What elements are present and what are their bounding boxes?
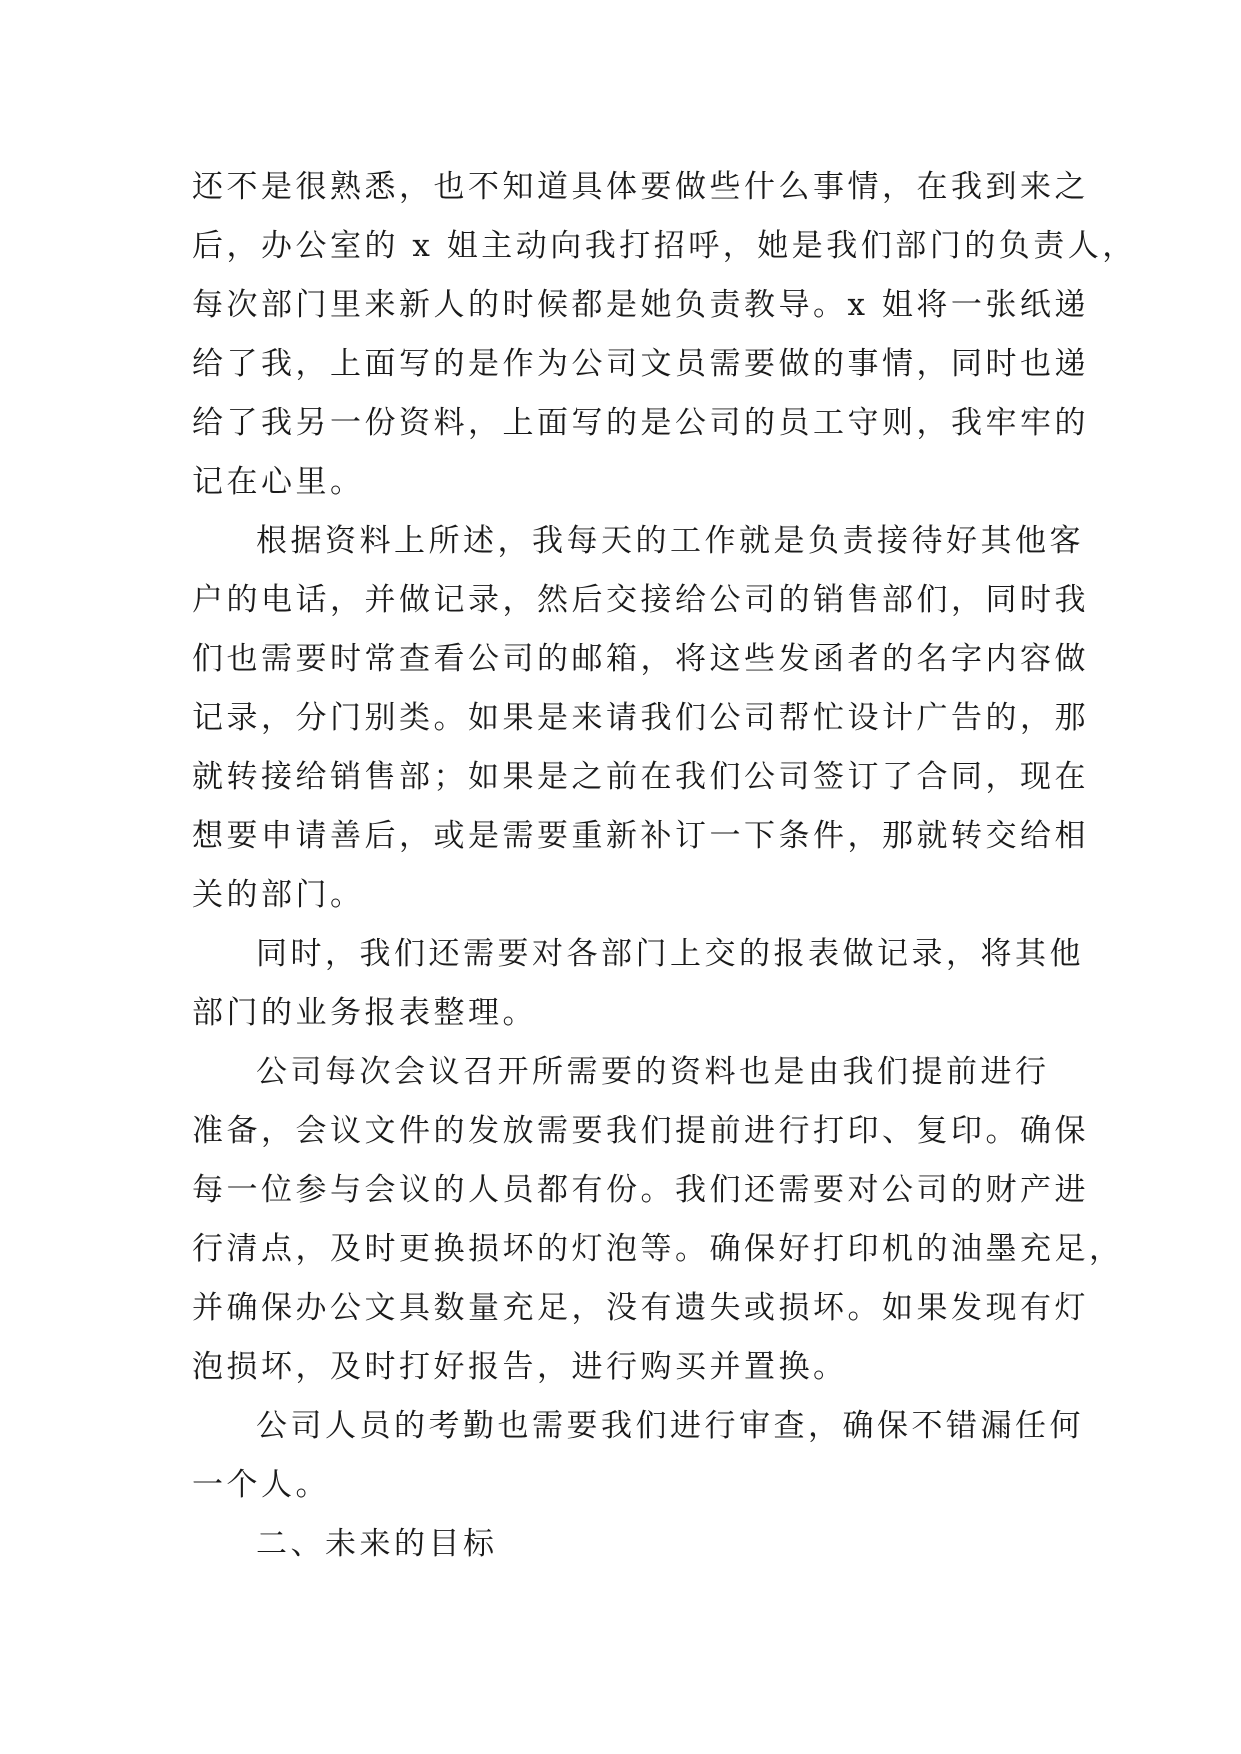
text-line: 关的部门。 [192,877,365,913]
text-line: 给了我另一份资料，上面写的是公司的员工守则，我牢牢的 [192,405,1089,441]
section-heading: 二、未来的目标 [256,1526,498,1562]
text-line: 后，办公室的 x 姐主动向我打招呼，她是我们部门的负责人， [192,228,1137,264]
text-line: 一个人。 [192,1467,330,1503]
document-body [192,158,1137,1574]
text-line: 并确保办公文具数量充足，没有遗失或损坏。如果发现有灯 [192,1290,1089,1326]
text-line: 部门的业务报表整理。 [192,995,537,1031]
text-line: 给了我，上面写的是作为公司文员需要做的事情，同时也递 [192,346,1089,382]
text-line: 公司每次会议召开所需要的资料也是由我们提前进行 [256,1054,1050,1090]
text-line: 每次部门里来新人的时候都是她负责教导。x 姐将一张纸递 [192,287,1089,323]
text-line: 户的电话，并做记录，然后交接给公司的销售部们，同时我 [192,582,1089,618]
text-line: 同时，我们还需要对各部门上交的报表做记录，将其他 [256,936,1084,972]
text-line: 根据资料上所述，我每天的工作就是负责接待好其他客 [256,523,1084,559]
text-line: 泡损坏，及时打好报告，进行购买并置换。 [192,1349,848,1385]
text-line: 想要申请善后，或是需要重新补订一下条件，那就转交给相 [192,818,1089,854]
text-line: 记在心里。 [192,464,365,500]
text-line: 行清点，及时更换损坏的灯泡等。确保好打印机的油墨充足， [192,1231,1124,1267]
text-line: 准备，会议文件的发放需要我们提前进行打印、复印。确保 [192,1113,1089,1149]
text-line: 记录，分门别类。如果是来请我们公司帮忙设计广告的，那 [192,700,1089,736]
text-line: 还不是很熟悉，也不知道具体要做些什么事情，在我到来之 [192,169,1089,205]
text-line: 公司人员的考勤也需要我们进行审查，确保不错漏任何 [256,1408,1084,1444]
text-line: 们也需要时常查看公司的邮箱，将这些发函者的名字内容做 [192,641,1089,677]
text-line: 每一位参与会议的人员都有份。我们还需要对公司的财产进 [192,1172,1089,1208]
text-line: 就转接给销售部；如果是之前在我们公司签订了合同，现在 [192,759,1089,795]
